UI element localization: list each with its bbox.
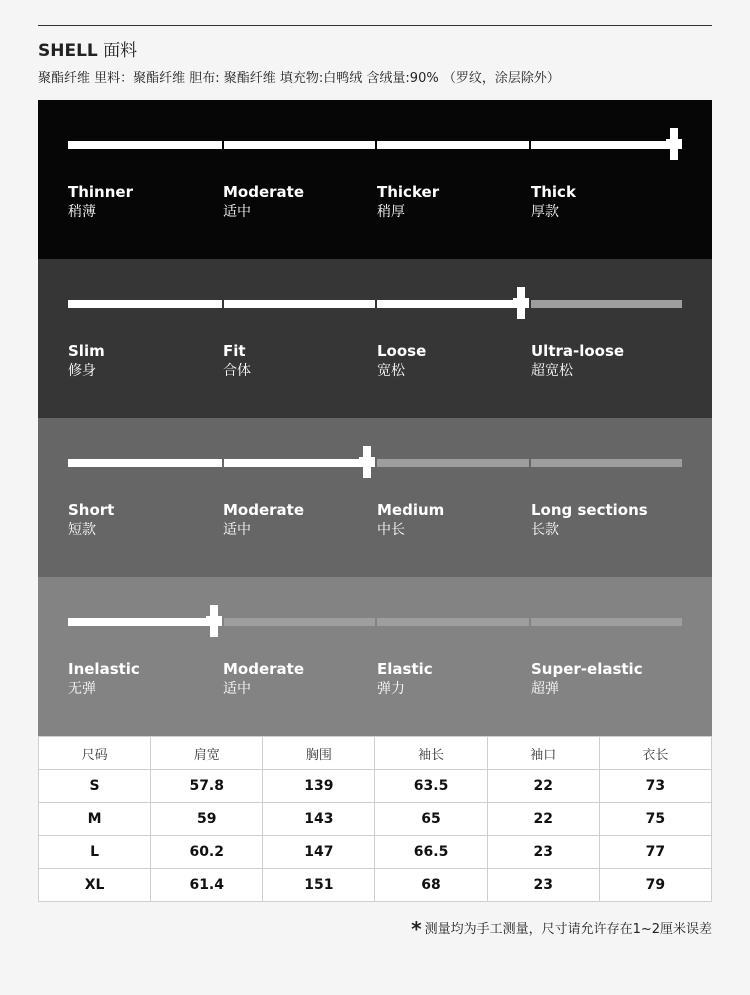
table-cell: 23 <box>487 836 599 869</box>
table-cell: 143 <box>263 803 375 836</box>
top-divider <box>38 25 712 26</box>
scale-segment <box>531 618 683 626</box>
table-cell: 68 <box>375 869 487 902</box>
scale-panel <box>38 100 712 259</box>
scale-segment <box>377 618 529 626</box>
table-cell: 61.4 <box>151 869 263 902</box>
scale-segment <box>531 300 683 308</box>
asterisk: * <box>411 917 422 941</box>
option-label-zh: 短款 <box>68 522 96 538</box>
option-label-zh: 长款 <box>531 522 559 538</box>
scale-marker <box>670 128 678 160</box>
option-label-en: Slim <box>68 342 105 360</box>
section-title <box>38 36 137 61</box>
table-cell: 59 <box>151 803 263 836</box>
table-cell: S <box>39 770 151 803</box>
option-label-zh: 厚款 <box>531 204 559 220</box>
scale-segment <box>68 459 222 467</box>
scale-segment <box>377 141 529 149</box>
table-cell: L <box>39 836 151 869</box>
table-cell: 147 <box>263 836 375 869</box>
table-row <box>39 836 712 869</box>
option-label-en: Moderate <box>223 501 305 519</box>
materials-text: 聚酯纤维 里料：聚酯纤维 胆布: 聚酯纤维 填充物:白鸭绒 含绒量:90% （罗纹，涂层除外） <box>38 71 560 86</box>
scale-track <box>68 618 682 626</box>
scale-panel <box>38 418 712 577</box>
scale-track <box>68 300 682 308</box>
size-table-header <box>39 737 712 770</box>
option-label-en: Short <box>68 501 115 519</box>
option-label-en: Loose <box>377 342 427 360</box>
table-cell: 65 <box>375 803 487 836</box>
header-cell: 尺码 <box>39 737 151 770</box>
option-label-zh: 宽松 <box>377 363 405 379</box>
header-cell: 袖口 <box>487 737 599 770</box>
table-cell: 73 <box>599 770 711 803</box>
scale-segment <box>68 618 222 626</box>
option-label-en: Thicker <box>377 183 440 201</box>
option-label-en: Thinner <box>68 183 133 201</box>
scale-option-label <box>377 659 433 699</box>
table-row <box>39 803 712 836</box>
option-label-zh: 稍厚 <box>377 204 405 220</box>
table-cell: 77 <box>599 836 711 869</box>
scale-option-label <box>223 659 304 699</box>
option-label-zh: 无弹 <box>68 681 96 697</box>
scale-segment <box>377 459 529 467</box>
table-cell: 75 <box>599 803 711 836</box>
scale-marker <box>363 446 371 478</box>
scale-marker <box>517 287 525 319</box>
scale-option-label <box>377 341 426 381</box>
scale-option-label <box>223 182 304 222</box>
option-label-zh: 超弹 <box>531 681 559 697</box>
option-label-en: Fit <box>223 342 246 360</box>
scale-segment <box>531 459 683 467</box>
option-label-zh: 修身 <box>68 363 96 379</box>
header-cell: 胸围 <box>263 737 375 770</box>
scale-segment <box>68 141 222 149</box>
scale-option-label <box>68 659 140 699</box>
table-row <box>39 770 712 803</box>
option-label-en: Thick <box>531 183 576 201</box>
measurement-footnote <box>411 917 712 941</box>
scale-option-label <box>223 341 251 381</box>
table-cell: 79 <box>599 869 711 902</box>
footnote-text: 测量均为手工测量，尺寸请允许存在1~2厘米误差 <box>424 922 712 937</box>
scale-marker <box>210 605 218 637</box>
option-label-zh: 合体 <box>223 363 251 379</box>
title-zh: 面料 <box>103 41 138 61</box>
table-cell: 63.5 <box>375 770 487 803</box>
table-cell: 66.5 <box>375 836 487 869</box>
table-cell: 139 <box>263 770 375 803</box>
scale-track <box>68 141 682 149</box>
option-label-zh: 中长 <box>377 522 405 538</box>
option-label-en: Moderate <box>223 183 305 201</box>
option-label-en: Elastic <box>377 660 433 678</box>
scale-segment <box>377 300 529 308</box>
scale-option-label <box>223 500 304 540</box>
scale-panel <box>38 577 712 736</box>
option-label-en: Long sections <box>531 501 648 519</box>
option-label-zh: 稍薄 <box>68 204 96 220</box>
table-cell: 22 <box>487 803 599 836</box>
table-cell: 57.8 <box>151 770 263 803</box>
scale-option-label <box>531 182 576 222</box>
scale-track <box>68 459 682 467</box>
scale-segment <box>68 300 222 308</box>
option-label-en: Moderate <box>223 660 305 678</box>
table-cell: 22 <box>487 770 599 803</box>
scale-segment <box>224 141 376 149</box>
table-cell: 151 <box>263 869 375 902</box>
table-cell: M <box>39 803 151 836</box>
scale-option-label <box>68 500 114 540</box>
scale-segment <box>224 459 376 467</box>
option-label-en: Ultra-loose <box>531 342 625 360</box>
header-cell: 袖长 <box>375 737 487 770</box>
table-cell: 60.2 <box>151 836 263 869</box>
scale-option-label <box>68 182 133 222</box>
option-label-en: Super-elastic <box>531 660 643 678</box>
header-cell: 肩宽 <box>151 737 263 770</box>
scale-segment <box>224 300 376 308</box>
scale-option-label <box>377 500 444 540</box>
scale-option-label <box>377 182 439 222</box>
header-cell: 衣长 <box>599 737 711 770</box>
scale-option-label <box>531 659 643 699</box>
table-row <box>39 869 712 902</box>
scale-option-label <box>68 341 105 381</box>
option-label-en: Inelastic <box>68 660 140 678</box>
scale-segment <box>531 141 683 149</box>
size-table <box>38 736 712 902</box>
option-label-zh: 适中 <box>223 204 251 220</box>
table-cell: 23 <box>487 869 599 902</box>
table-cell: XL <box>39 869 151 902</box>
scale-option-label <box>531 341 624 381</box>
option-label-zh: 弹力 <box>377 681 405 697</box>
option-label-zh: 适中 <box>223 681 251 697</box>
option-label-zh: 超宽松 <box>531 363 573 379</box>
title-en: SHELL <box>38 41 98 61</box>
scale-panel <box>38 259 712 418</box>
option-label-zh: 适中 <box>223 522 251 538</box>
option-label-en: Medium <box>377 501 445 519</box>
scale-option-label <box>531 500 648 540</box>
scale-segment <box>224 618 376 626</box>
